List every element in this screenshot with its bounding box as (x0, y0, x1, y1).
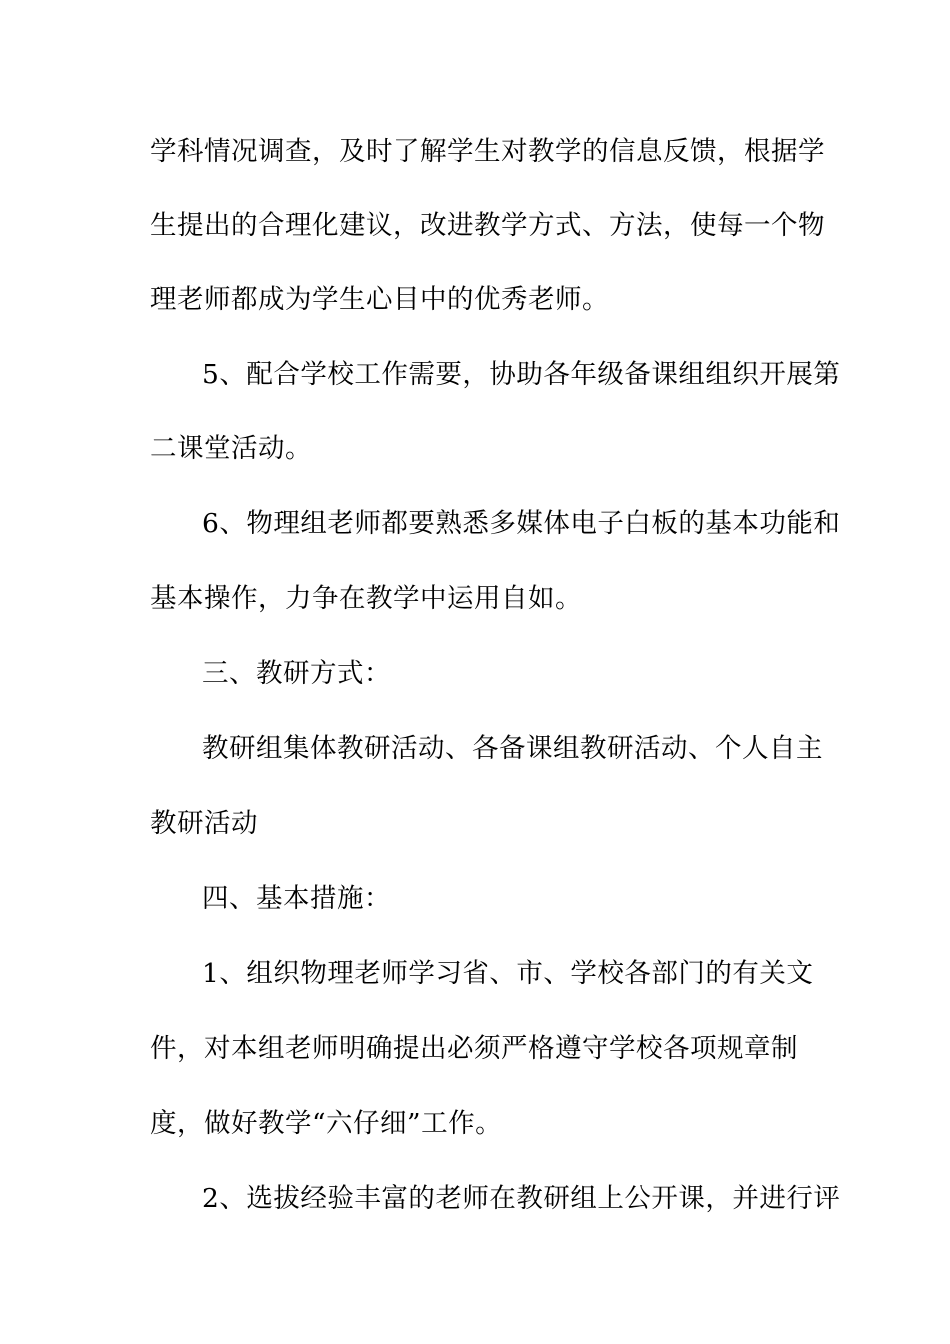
text-line: 1、组织物理老师学习省、市、学校各部门的有关文 (202, 958, 814, 989)
section-heading: 四、基本措施： (202, 883, 391, 914)
text-line: 2、选拔经验丰富的老师在教研组上公开课，并进行评 (202, 1183, 841, 1214)
text-line: 件，对本组老师明确提出必须严格遵守学校各项规章制 (150, 1033, 798, 1064)
text-line: 生提出的合理化建议，改进教学方式、方法，使每一个物 (150, 210, 825, 241)
text-line: 教研组集体教研活动、各备课组教研活动、个人自主 (202, 733, 823, 764)
text-line: 5、配合学校工作需要，协助各年级备课组组织开展第 (202, 359, 841, 390)
text-line: 基本操作，力争在教学中运用自如。 (150, 583, 582, 614)
text-line: 度，做好教学“六仔细”工作。 (150, 1108, 503, 1139)
text-line: 理老师都成为学生心目中的优秀老师。 (150, 284, 609, 315)
text-line: 教研活动 (150, 808, 258, 839)
text-line: 6、物理组老师都要熟悉多媒体电子白板的基本功能和 (202, 508, 841, 539)
section-heading: 三、教研方式： (202, 658, 391, 689)
text-line: 二课堂活动。 (150, 433, 312, 464)
text-line: 学科情况调查，及时了解学生对教学的信息反馈，根据学 (150, 136, 825, 167)
